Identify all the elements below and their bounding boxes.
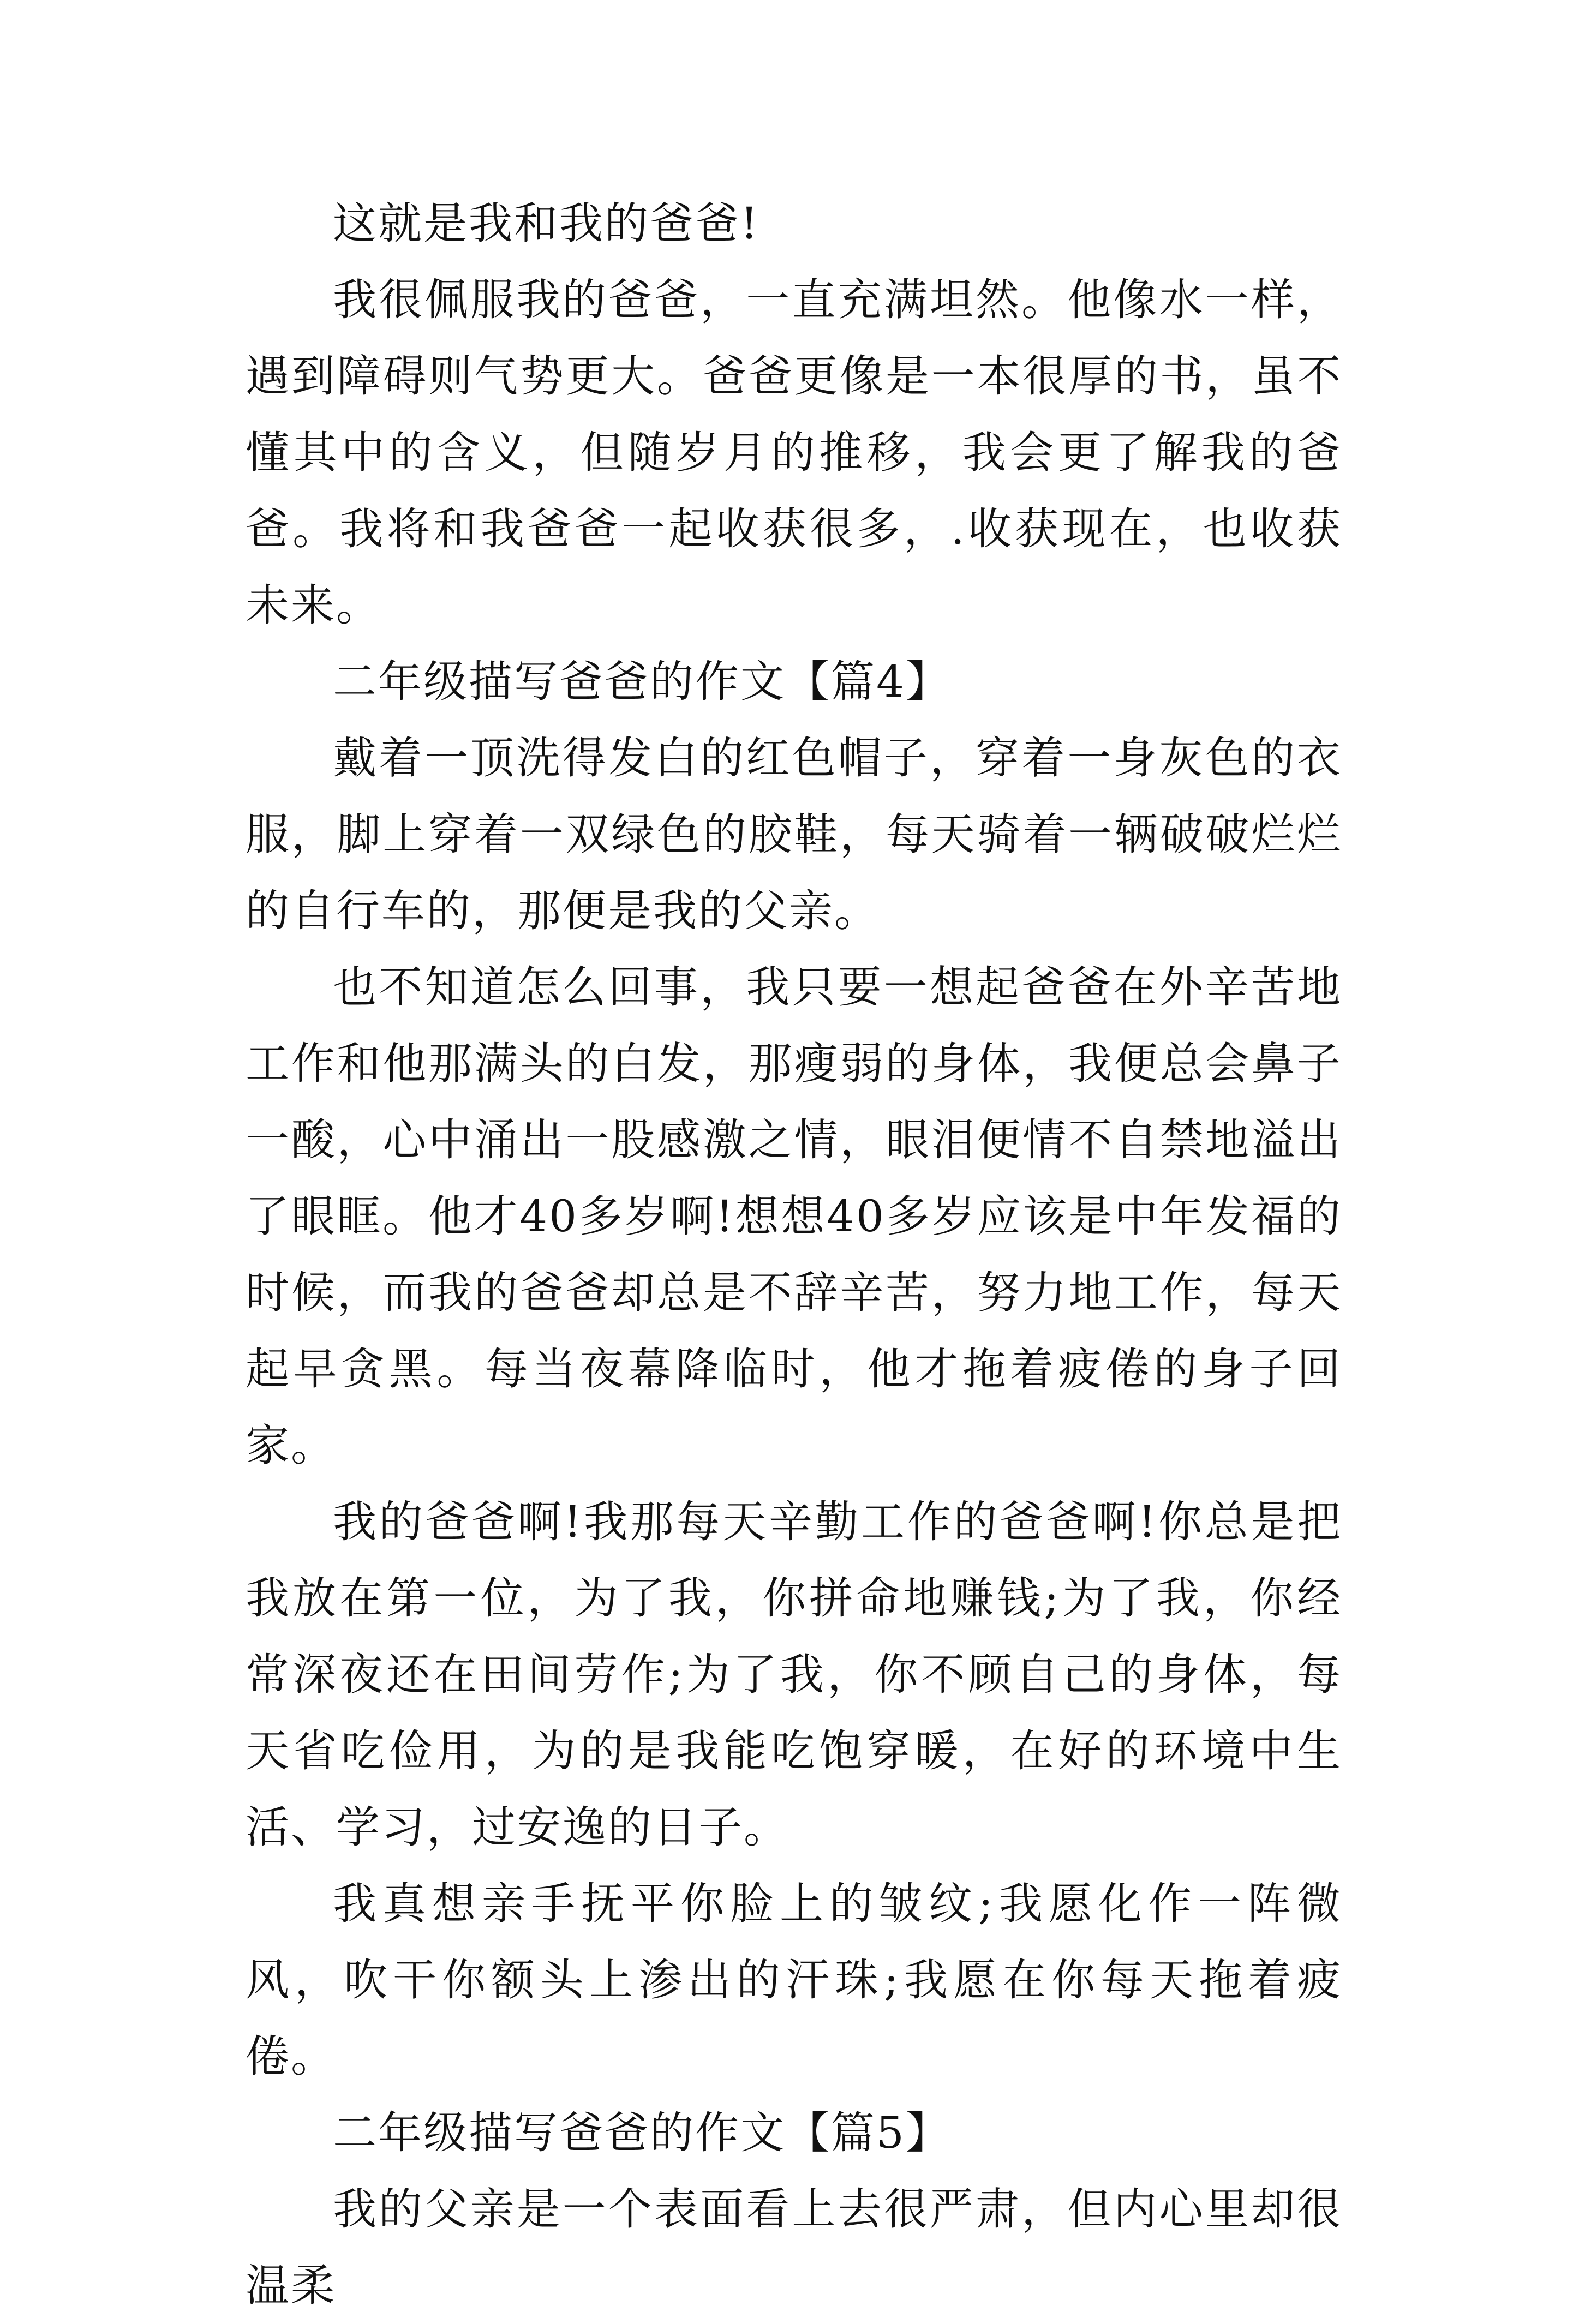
paragraph-admiration: 我很佩服我的爸爸，一直充满坦然。他像水一样，遇到障碍则气势更大。爸爸更像是一本很厚的书，虽不懂其中的含义，但随岁月的推移，我会更了解我的爸爸。我将和我爸爸一起收获很多，.收获现在，也收获未来。 xyxy=(246,274,1342,631)
paragraph-closing-line: 这就是我和我的爸爸! xyxy=(333,198,760,249)
document-body xyxy=(246,185,1342,2324)
paragraph-father-character: 我的父亲是一个表面看上去很严肃，但内心里却很温柔 xyxy=(246,2184,1342,2311)
paragraph-father-description: 戴着一顶洗得发白的红色帽子，穿着一身灰色的衣服，脚上穿着一双绿色的胶鞋，每天骑着一辆破破烂烂的自行车的，那便是我的父亲。 xyxy=(246,733,1342,936)
paragraph-sacrifice: 我的爸爸啊!我那每天辛勤工作的爸爸啊!你总是把我放在第一位，为了我，你拼命地赚钱;为了我，你经常深夜还在田间劳作;为了我，你不顾自己的身体，每天省吃俭用，为的是我能吃饱穿暖，在好的环境中生活、学习，过安逸的日子。 xyxy=(246,1496,1342,1853)
essay-heading-4: 二年级描写爸爸的作文【篇4】 xyxy=(333,656,951,707)
essay-heading-5: 二年级描写爸爸的作文【篇5】 xyxy=(333,2107,951,2158)
paragraph-wish: 我真想亲手抚平你脸上的皱纹;我愿化作一阵微风，吹干你额头上渗出的汗珠;我愿在你每天拖着疲倦。 xyxy=(246,1878,1342,2082)
paragraph-hard-work: 也不知道怎么回事，我只要一想起爸爸在外辛苦地工作和他那满头的白发，那瘦弱的身体，我便总会鼻子一酸，心中涌出一股感激之情，眼泪便情不自禁地溢出了眼眶。他才40多岁啊!想想40多岁应该是中年发福的时候，而我的爸爸却总是不辞辛苦，努力地工作，每天起早贪黑。每当夜幕降临时，他才拖着疲倦的身子回家。 xyxy=(246,962,1342,1471)
